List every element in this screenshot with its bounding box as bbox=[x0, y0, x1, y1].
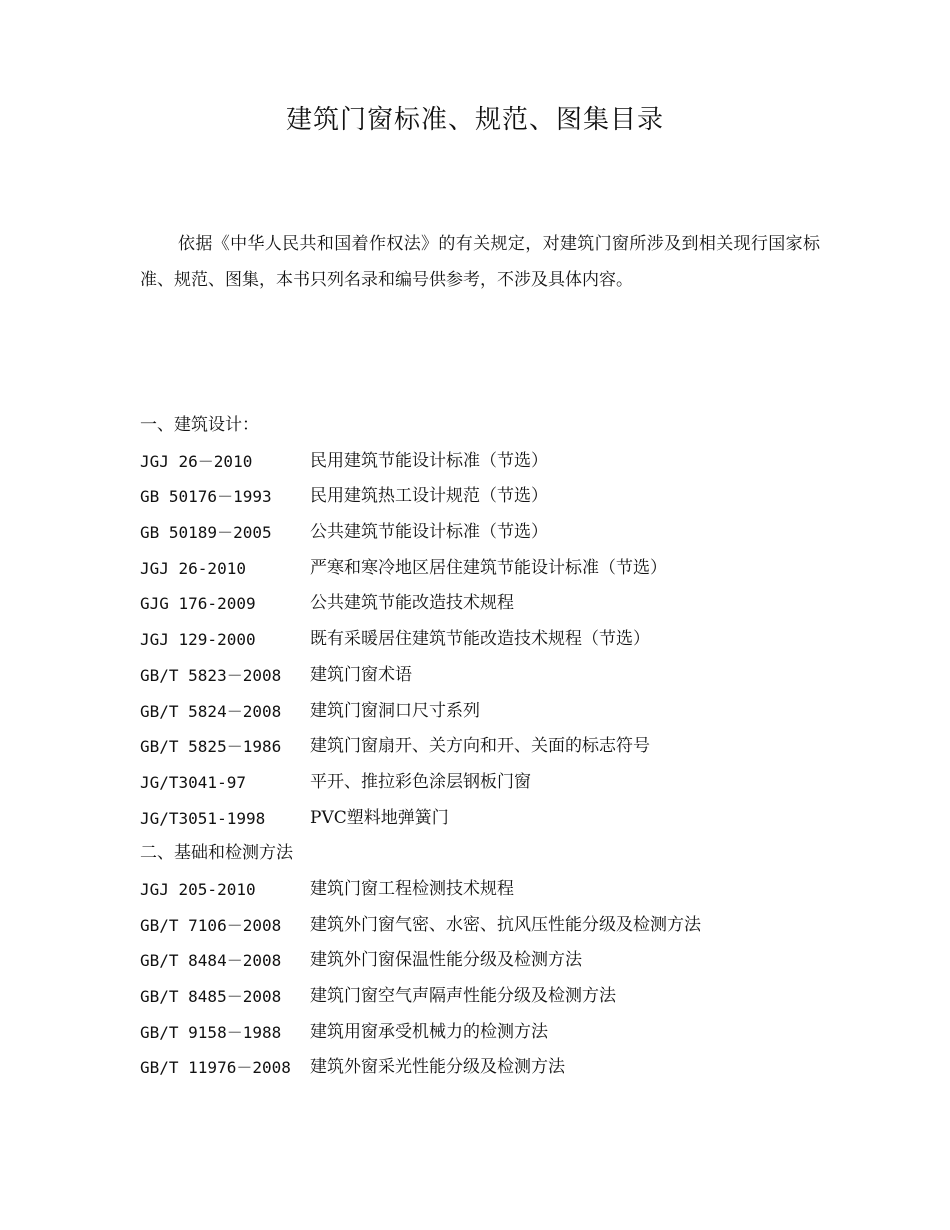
list-item bbox=[140, 515, 840, 551]
standard-code: JGJ 26－2010 bbox=[140, 451, 253, 471]
standard-code: GB/T 5824－2008 bbox=[140, 701, 282, 721]
standard-title: 建筑门窗扇开、关方向和开、关面的标志符号 bbox=[310, 736, 650, 757]
standard-title: 平开、推拉彩色涂层钢板门窗 bbox=[310, 771, 531, 792]
intro-paragraph bbox=[140, 226, 820, 298]
standard-code: GB/T 7106－2008 bbox=[140, 915, 282, 935]
page-title: 建筑门窗标准、规范、图集目录 bbox=[285, 105, 664, 135]
list-item bbox=[140, 943, 840, 979]
standard-code: GB/T 8485－2008 bbox=[140, 987, 282, 1006]
standard-title: 建筑外门窗气密、水密、抗风压性能分级及检测方法 bbox=[310, 914, 701, 935]
standard-code: GB/T 8484－2008 bbox=[140, 951, 282, 971]
standard-title: 民用建筑热工设计规范（节选） bbox=[310, 486, 548, 507]
list-item bbox=[140, 551, 840, 587]
standard-code: GB 50189－2005 bbox=[140, 523, 272, 543]
list-item bbox=[140, 765, 840, 801]
section-heading-design: 一、建筑设计： bbox=[140, 415, 259, 435]
standard-code: JGJ 205-2010 bbox=[140, 879, 256, 899]
standard-title: 既有采暖居住建筑节能改造技术规程（节选） bbox=[310, 629, 650, 650]
standard-title: 建筑门窗术语 bbox=[310, 664, 412, 685]
standard-code: JG/T3051-1998 bbox=[140, 808, 266, 828]
list-item bbox=[140, 801, 840, 837]
standard-title: 严寒和寒冷地区居住建筑节能设计标准（节选） bbox=[310, 557, 667, 578]
list-item bbox=[140, 729, 840, 765]
standard-title: 建筑门窗空气声隔声性能分级及检测方法 bbox=[310, 986, 616, 1006]
list-item bbox=[140, 694, 840, 730]
standard-title: 公共建筑节能改造技术规程 bbox=[310, 593, 514, 614]
standard-code: GB/T 5823－2008 bbox=[140, 665, 282, 685]
list-item bbox=[140, 908, 840, 944]
list-item bbox=[140, 1015, 840, 1051]
standard-title: 建筑门窗工程检测技术规程 bbox=[310, 878, 514, 899]
standard-code: JGJ 26-2010 bbox=[140, 558, 246, 578]
standard-code: GB/T 9158－1988 bbox=[140, 1022, 282, 1042]
standard-code: JGJ 129-2000 bbox=[140, 630, 256, 650]
list-item bbox=[140, 479, 840, 515]
standard-code: GJG 176-2009 bbox=[140, 594, 256, 614]
standard-title: 民用建筑节能设计标准（节选） bbox=[310, 450, 548, 471]
standard-title: 建筑外窗采光性能分级及检测方法 bbox=[310, 1057, 565, 1078]
list-item bbox=[140, 979, 840, 1015]
list-item bbox=[140, 586, 840, 622]
standard-title: 建筑外门窗保温性能分级及检测方法 bbox=[310, 950, 582, 971]
standard-code: GB/T 5825－1986 bbox=[140, 737, 282, 757]
standard-code: GB/T 11976－2008 bbox=[140, 1058, 291, 1078]
list-item bbox=[140, 444, 840, 480]
section-heading-testing: 二、基础和检测方法 bbox=[140, 843, 293, 864]
intro-text: 依据《中华人民共和国着作权法》的有关规定，对建筑门窗所涉及到相关现行国家标准、规范、图集，本书只列名录和编号供参考，不涉及具体内容。 bbox=[140, 234, 820, 290]
list-item bbox=[140, 658, 840, 694]
standard-title: 建筑门窗洞口尺寸系列 bbox=[310, 700, 480, 721]
standard-title: 建筑用窗承受机械力的检测方法 bbox=[310, 1021, 548, 1042]
standards-list bbox=[140, 408, 840, 1086]
standard-title: PVC塑料地弹簧门 bbox=[310, 807, 449, 828]
standard-title: 公共建筑节能设计标准（节选） bbox=[310, 522, 548, 543]
standard-code: JG/T3041-97 bbox=[140, 772, 246, 792]
list-item bbox=[140, 1050, 840, 1086]
list-item bbox=[140, 872, 840, 908]
list-item bbox=[140, 622, 840, 658]
standard-code: GB 50176－1993 bbox=[140, 487, 272, 507]
